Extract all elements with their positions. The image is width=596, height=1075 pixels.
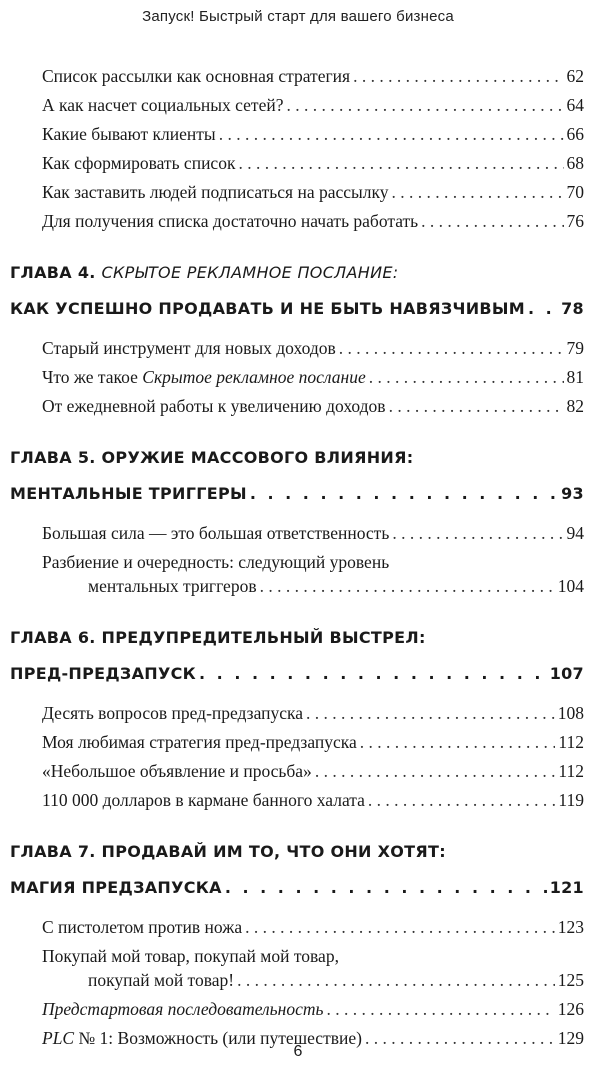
toc-entry-page: 70 <box>566 182 584 202</box>
toc-entry-page: 112 <box>558 761 584 781</box>
toc-entry-title-italic: Скрытое рекламное послание <box>142 367 366 387</box>
toc-entry[interactable] <box>42 997 584 1021</box>
toc-entry-title-line1: Покупай мой товар, покупай мой товар, <box>42 946 339 966</box>
toc-entry-page: 112 <box>558 732 584 752</box>
toc-entry-page: 68 <box>566 153 584 173</box>
dot-leader <box>392 521 563 545</box>
dot-leader <box>339 336 564 360</box>
toc-entry-title: Как заставить людей подписаться на рассылку <box>42 182 389 202</box>
toc-entry-page: 123 <box>557 917 584 937</box>
dot-leader <box>286 93 563 117</box>
chapter-page: 93 <box>561 484 584 503</box>
toc-entry[interactable] <box>42 550 584 598</box>
toc-entry[interactable] <box>42 93 584 117</box>
dot-leader <box>237 968 555 992</box>
chapter-5-heading[interactable] <box>10 445 584 507</box>
toc-entry[interactable] <box>42 122 584 146</box>
dot-leader <box>421 209 563 233</box>
dot-leader <box>306 701 555 725</box>
toc-entry-title: Старый инструмент для новых доходов <box>42 338 336 358</box>
dot-leader <box>528 296 558 322</box>
dot-leader <box>368 788 556 812</box>
table-of-contents <box>0 64 596 1055</box>
chapter-title-line2: МАГИЯ ПРЕДЗАПУСКА <box>10 878 222 897</box>
dot-leader <box>369 365 564 389</box>
toc-entry-page: 64 <box>566 95 584 115</box>
page-number: 6 <box>293 1043 303 1060</box>
chapter-title-line2: КАК УСПЕШНО ПРОДАВАТЬ И НЕ БЫТЬ НАВЯЗЧИВЫМ <box>10 299 526 318</box>
toc-entry-page: 126 <box>557 999 584 1019</box>
toc-entry[interactable] <box>42 521 584 545</box>
dot-leader <box>245 915 555 939</box>
toc-entry[interactable] <box>42 180 584 204</box>
toc-entry-page: 129 <box>557 1028 584 1048</box>
dot-leader <box>225 875 547 901</box>
dot-leader <box>360 730 556 754</box>
chapter-page: 78 <box>561 299 584 318</box>
toc-entry-title: Как сформировать список <box>42 153 236 173</box>
toc-entry-title: «Небольшое объявление и просьба» <box>42 761 312 781</box>
toc-entry-title: 110 000 долларов в кармане банного халата <box>42 790 365 810</box>
toc-entry-title: Большая сила — это большая ответственность <box>42 523 390 543</box>
dot-leader <box>219 122 564 146</box>
toc-entry[interactable] <box>42 759 584 783</box>
running-header: Запуск! Быстрый старт для вашего бизнеса <box>142 8 454 25</box>
toc-entry-title-line2: покупай мой товар! <box>88 970 235 990</box>
toc-entry-page: 94 <box>566 523 584 543</box>
toc-entry-title-plain: Что же такое <box>42 367 143 387</box>
toc-entry-title-line1: Разбиение и очередность: следующий уровень <box>42 552 390 572</box>
toc-entry-page: 82 <box>566 396 584 416</box>
toc-entry[interactable] <box>42 336 584 360</box>
chapter-7-heading[interactable] <box>10 839 584 901</box>
dot-leader <box>389 394 564 418</box>
toc-entry-page: 79 <box>566 338 584 358</box>
chapter-title-line1: ПРЕДУПРЕДИТЕЛЬНЫЙ ВЫСТРЕЛ: <box>101 628 426 647</box>
dot-leader <box>199 661 547 687</box>
chapter-page: 121 <box>549 878 584 897</box>
toc-entry-title: Моя любимая стратегия пред-предзапуска <box>42 732 357 752</box>
chapter-label: ГЛАВА 7. <box>10 842 96 861</box>
toc-entry[interactable] <box>42 944 584 992</box>
toc-entry[interactable] <box>42 701 584 725</box>
toc-entry-title-plain: № 1: Возможность (или путешествие) <box>74 1028 362 1048</box>
chapter-6-heading[interactable] <box>10 625 584 687</box>
toc-entry[interactable] <box>42 151 584 175</box>
toc-entry-page: 119 <box>558 790 584 810</box>
dot-leader <box>315 759 556 783</box>
toc-entry-page: 108 <box>557 703 584 723</box>
chapter-title-line1: ОРУЖИЕ МАССОВОГО ВЛИЯНИЯ: <box>101 448 414 467</box>
toc-entry-page: 125 <box>557 970 584 990</box>
toc-entry-title-line2: ментальных триггеров <box>88 576 257 596</box>
chapter-title-line2: МЕНТАЛЬНЫЕ ТРИГГЕРЫ <box>10 484 247 503</box>
toc-entry-page: 66 <box>566 124 584 144</box>
dot-leader <box>392 180 564 204</box>
dot-leader <box>353 64 563 88</box>
toc-entry[interactable] <box>42 788 584 812</box>
chapter-title-line2: ПРЕД-ПРЕДЗАПУСК <box>10 664 197 683</box>
toc-entry-page: 62 <box>566 66 584 86</box>
chapter-4-heading[interactable] <box>10 260 584 322</box>
toc-entry[interactable] <box>42 365 584 389</box>
toc-entry-page: 104 <box>557 576 584 596</box>
dot-leader <box>250 481 558 507</box>
toc-entry-title: Десять вопросов пред-предзапуска <box>42 703 304 723</box>
toc-entry-title-italic: PLC <box>42 1028 75 1048</box>
toc-entry-title: Предстартовая последовательность <box>42 999 324 1019</box>
toc-entry-title: От ежедневной работы к увеличению доходов <box>42 396 386 416</box>
dot-leader <box>238 151 563 175</box>
toc-entry-title <box>42 365 366 389</box>
chapter-title-line1: СКРЫТОЕ РЕКЛАМНОЕ ПОСЛАНИЕ: <box>101 263 399 282</box>
toc-entry-title: Какие бывают клиенты <box>42 124 216 144</box>
toc-entry-title: Список рассылки как основная стратегия <box>42 66 351 86</box>
toc-entry[interactable] <box>42 209 584 233</box>
toc-entry[interactable] <box>42 915 584 939</box>
chapter-title-line1: ПРОДАВАЙ ИМ ТО, ЧТО ОНИ ХОТЯТ: <box>101 842 446 861</box>
chapter-label: ГЛАВА 6. <box>10 628 96 647</box>
chapter-label: ГЛАВА 5. <box>10 448 96 467</box>
dot-leader <box>260 574 555 598</box>
toc-entry-page: 76 <box>566 211 584 231</box>
toc-entry[interactable] <box>42 730 584 754</box>
toc-entry-title: Для получения списка достаточно начать работать <box>42 211 419 231</box>
toc-entry-title: А как насчет социальных сетей? <box>42 95 284 115</box>
chapter-page: 107 <box>549 664 584 683</box>
chapter-label: ГЛАВА 4. <box>10 263 96 282</box>
toc-entry-page: 81 <box>566 367 584 387</box>
toc-entry[interactable] <box>42 64 584 88</box>
dot-leader <box>326 997 554 1021</box>
toc-entry[interactable] <box>42 394 584 418</box>
toc-entry-title: С пистолетом против ножа <box>42 917 243 937</box>
